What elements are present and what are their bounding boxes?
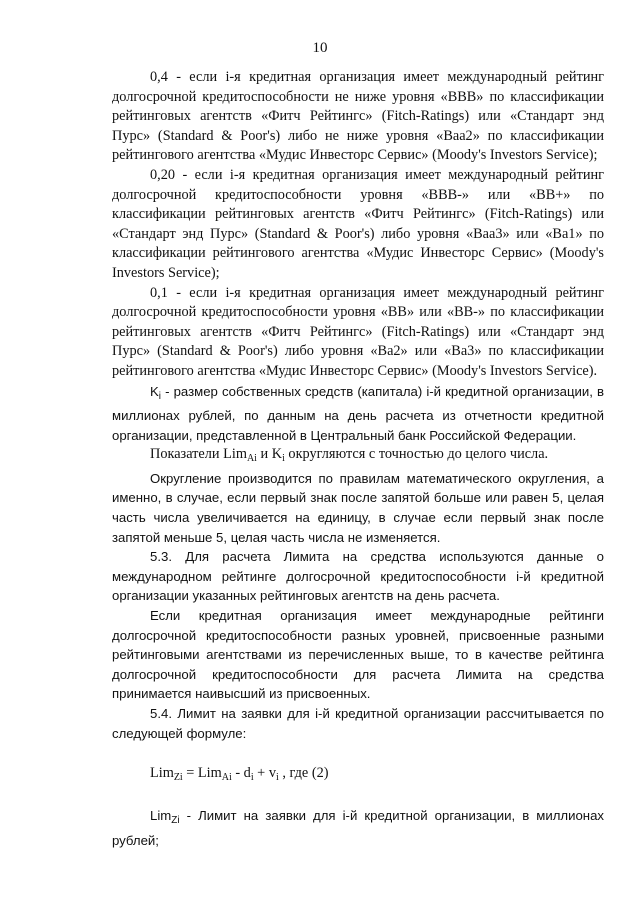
paragraph-k-definition [112, 382, 604, 446]
formula-v-sub: i [275, 772, 279, 784]
formula-d: - d [231, 765, 251, 782]
rounding-note-sub-2: i [282, 453, 285, 465]
k-symbol: K [150, 383, 159, 399]
rounding-note-text-2: и K [256, 446, 283, 463]
paragraph-rating-0-4: 0,4 - если i-я кредитная организация имеет международный рейтинг долгосрочной кредитоспособности не ниже уровня «BBB» по классификации рейтинговых агентств «Фитч Рейтингс» (Fitch-Ratings) или «Стандарт энд Пурс» (Standard & Poor's) либо не ниже уровня «Baa2» по классификации рейтингового агентства «Мудис Инвесторс Сервис» (Moody's Investors Service); [112, 69, 604, 164]
document-body [112, 68, 604, 850]
formula-v: + v [253, 765, 276, 782]
paragraph-section-5-4: 5.4. Лимит на заявки для i-й кредитной организации рассчитывается по следующей формуле: [112, 706, 604, 741]
lim-symbol: Lim [150, 808, 172, 824]
page-number: 10 [312, 40, 328, 56]
paragraph-rating-0-20: 0,20 - если i-я кредитная организация имеет международный рейтинг долгосрочной кредитоспособности уровня «BBB-» или «BB+» по классификации рейтинговых агентств «Фитч Рейтингс» (Fitch-Ratings) или «Стандарт энд Пурс» (Standard & Poor's) либо уровня «Baa3» или «Ba1» по классификации рейтингового агентства «Мудис Инвесторс Сервис» (Moody's Investors Service); [112, 166, 604, 281]
formula-tail: , где (2) [278, 765, 329, 782]
rounding-note-text-1: Показатели Lim [150, 446, 247, 463]
paragraph-lim-definition [112, 806, 604, 850]
formula-lhs: Lim [150, 765, 174, 782]
formula-d-sub: i [250, 772, 254, 784]
k-definition-text: - размер собственных средств (капитала) i-й кредитной организации, в миллионах рублей, по данным на день расчета из отчетности кредитной организации, представленной в Центральный банк Российской Федерации. [112, 383, 604, 443]
formula-2 [112, 763, 604, 788]
rounding-note-text-3: округляются с точностью до целого числа. [284, 446, 549, 463]
paragraph-multiple-ratings: Если кредитная организация имеет международные рейтинги долгосрочной кредитоспособности разных уровней, присвоенные разными рейтинговыми агентствами из перечисленных выше, то в качестве рейтинга долгосрочной кредитоспособности для расчета Лимита на средства принимается наивысший из присвоенных. [112, 608, 604, 702]
formula-rhs-sub: Ai [221, 772, 232, 784]
paragraph-rating-0-1: 0,1 - если i-я кредитная организация имеет международный рейтинг долгосрочной кредитоспособности уровня «BB» или «BB-» по классификации рейтинговых агентств «Фитч Рейтингс» (Fitch-Ratings) или «Стандарт энд Пурс» (Standard & Poor's) либо уровня «Ba2» или «Ba3» по классификации рейтингового агентства «Мудис Инвесторс Сервис» (Moody's Investors Service). [112, 284, 604, 379]
lim-subscript: Zi [171, 815, 180, 827]
k-subscript: i [158, 390, 162, 402]
formula-lhs-sub: Zi [173, 772, 183, 784]
rounding-note-sub-1: Ai [246, 453, 257, 465]
paragraph-rounding-note [112, 445, 604, 469]
lim-definition-text: - Лимит на заявки для i-й кредитной организации, в миллионах рублей; [112, 808, 604, 848]
paragraph-section-5-3: 5.3. Для расчета Лимита на средства используются данные о международном рейтинге долгосрочной кредитоспособности i-й кредитной организации указанных рейтинговых агентств на день расчета. [112, 549, 604, 604]
formula-eq: = Lim [182, 765, 222, 782]
paragraph-rounding-rule: Округление производится по правилам математического округления, а именно, в случае, если первый знак после запятой больше или равен 5, целая часть числа увеличивается на единицу, в случае если первый знак после запятой меньше 5, целая часть числа не изменяется. [112, 470, 604, 545]
